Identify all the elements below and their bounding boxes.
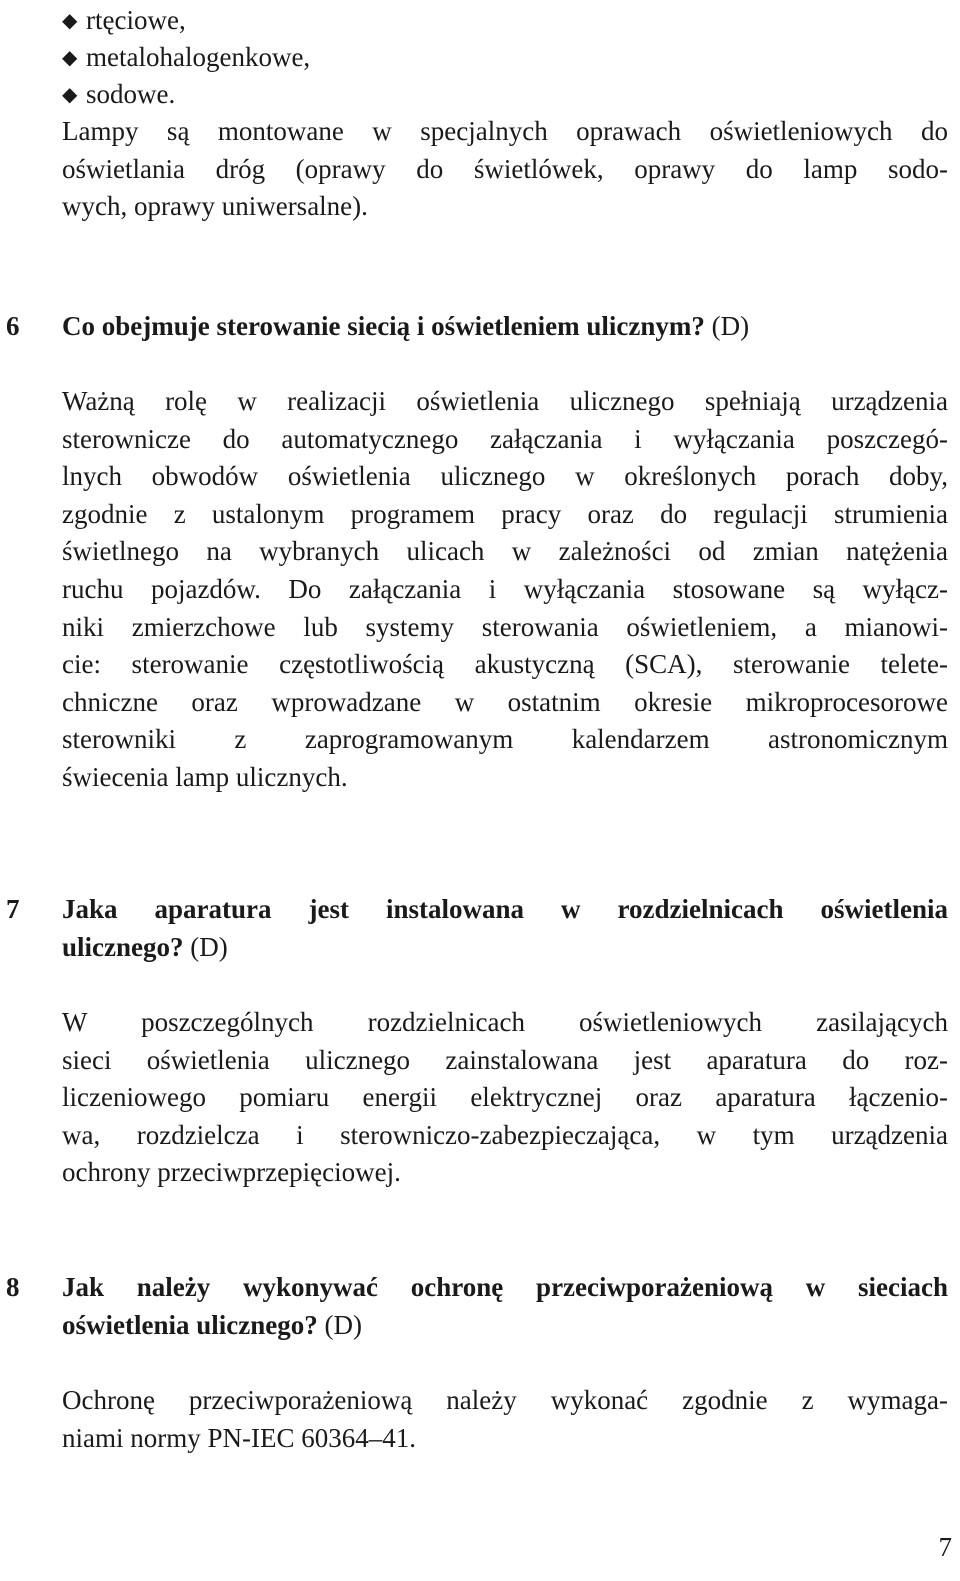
- difficulty-tag: (D): [711, 311, 750, 341]
- text-line: sterowniki z zaprogramowanym kalendarzem astronomicznym: [62, 724, 948, 755]
- text-line: Ochronę przeciwporażeniową należy wykonać zgodnie z wymaga-: [62, 1385, 948, 1415]
- question-title: Co obejmuje sterowanie siecią i oświetleniem ulicznym?: [62, 311, 705, 341]
- text-line: lnych obwodów oświetlenia ulicznego w określonych porach doby,: [62, 461, 948, 492]
- question-number: 7: [6, 894, 20, 924]
- question-title: ulicznego?: [62, 931, 184, 962]
- list-item: ◆ metalohalogenkowe,: [62, 39, 310, 76]
- text-line: cie: sterowanie częstotliwością akustyczną (SCA), sterowanie telete-: [62, 649, 948, 680]
- difficulty-tag: (D): [324, 1309, 362, 1340]
- text-line: niki zmierzchowe lub systemy sterowania oświetleniem, a mianowi-: [62, 611, 948, 642]
- text-line: świecenia lamp ulicznych.: [62, 761, 348, 792]
- question-title: Jaka aparatura jest instalowana w rozdzielnicach oświetlenia: [62, 894, 948, 924]
- text-line: chniczne oraz wprowadzane w ostatnim okresie mikroprocesorowe: [62, 686, 948, 717]
- text-line: sieci oświetlenia ulicznego zainstalowana jest aparatura do roz-: [62, 1044, 948, 1075]
- text-line: wych, oprawy uniwersalne).: [62, 191, 368, 222]
- text-line: ruchu pojazdów. Do załączania i wyłączania stosowane są wyłącz-: [62, 573, 948, 604]
- question-title: oświetlenia ulicznego?: [62, 1309, 318, 1340]
- question-7-answer: [62, 1004, 948, 1192]
- text-line: liczeniowego pomiaru energii elektrycznej oraz aparatura łączenio-: [62, 1082, 948, 1113]
- text-line: ochrony przeciwprzepięciowej.: [62, 1157, 401, 1188]
- question-6-heading: [6, 308, 948, 346]
- text-line: W poszczególnych rozdzielnicach oświetleniowych zasilających: [62, 1007, 948, 1037]
- question-6-answer: [62, 383, 948, 797]
- question-title: Jak należy wykonywać ochronę przeciwporażeniową w sieciach: [62, 1272, 948, 1302]
- diamond-bullet-icon: ◆: [62, 47, 78, 69]
- text-line: świetlnego na wybranych ulicach w zależności od zmian natężenia: [62, 536, 948, 567]
- list-item: ◆ rtęciowe,: [62, 2, 310, 39]
- diamond-bullet-icon: ◆: [62, 84, 78, 106]
- question-7-heading: [6, 891, 948, 966]
- text-line: zgodnie z ustalonym programem pracy oraz do regulacji strumienia: [62, 498, 948, 529]
- text-line: wa, rozdzielcza i sterowniczo-zabezpieczająca, w tym urządzenia: [62, 1119, 948, 1150]
- question-8-answer: [62, 1382, 948, 1457]
- text-line: sterownicze do automatycznego załączania i wyłączania poszczegó-: [62, 423, 948, 454]
- list-item: ◆ sodowe.: [62, 76, 310, 113]
- text-line: Ważną rolę w realizacji oświetlenia ulicznego spełniają urządzenia: [62, 386, 948, 416]
- text-line: Lampy są montowane w specjalnych oprawach oświetleniowych do: [62, 116, 948, 146]
- lamp-type-list: [62, 2, 310, 113]
- diamond-bullet-icon: ◆: [62, 10, 78, 32]
- question-number: 6: [6, 311, 20, 341]
- intro-paragraph: [62, 113, 948, 226]
- text-line: niami normy PN-IEC 60364–41.: [62, 1422, 416, 1453]
- question-number: 8: [6, 1272, 20, 1302]
- question-8-heading: [6, 1269, 948, 1344]
- text-line: oświetlania dróg (oprawy do świetlówek, oprawy do lamp sodo-: [62, 153, 948, 184]
- page-number: 7: [938, 1532, 952, 1562]
- difficulty-tag: (D): [190, 931, 228, 962]
